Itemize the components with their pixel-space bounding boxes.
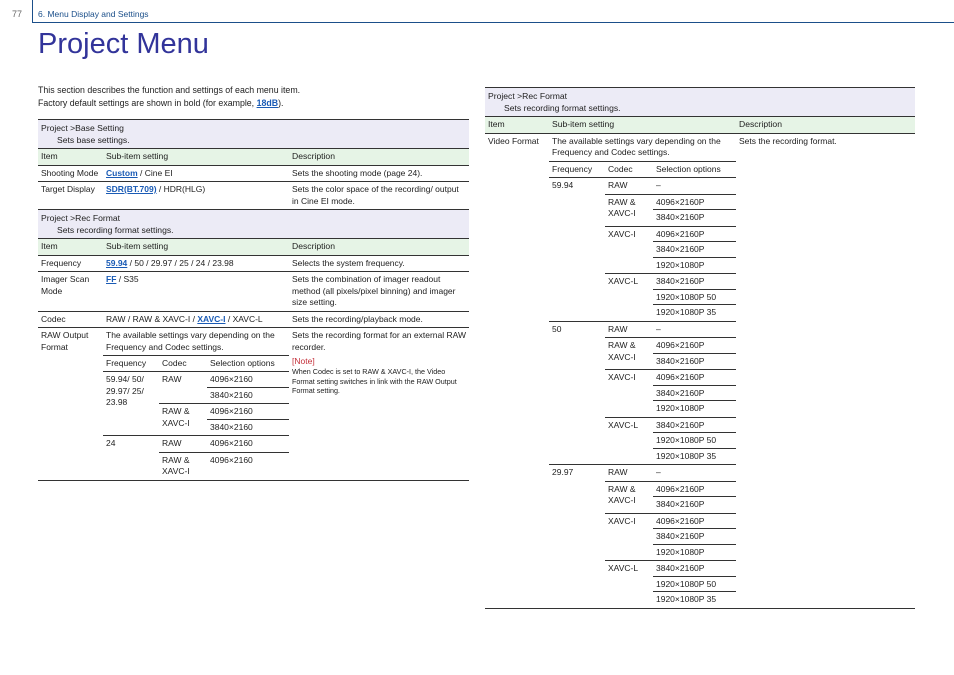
table-row-raw-output-format: RAW Output Format The available settings vary depending on the Frequency and Codec settings. Frequency Codec Selection options 59.94/ 50/ 29.97/ 25/ 23.98 RAW 4096×2160 3840×2160 RAW & XAVC-I 4096×2160 3840×2160 24 RAW 4096×2160 RAW & XAVC-I 4096×2160 Sets the recording format for an external RAW recorder. [Note] When Codec is set to RAW & XAVC-I, the Video Format setting switches in link with the RAW Output Format setting. (38, 328, 469, 480)
table-row-target-display: Target Display SDR(BT.709) / HDR(HLG) Sets the color space of the recording/ output in Cine EI mode. (38, 182, 469, 210)
codec-cell: RAW & XAVC-I (162, 406, 190, 428)
codec-group (605, 178, 736, 195)
codec-cell: RAW (162, 438, 182, 449)
frequency-cell: 59.94 (552, 180, 574, 191)
selection-option: 3840×2160P (653, 561, 736, 577)
video-format-frequency-group (549, 465, 736, 608)
selection-option: – (656, 323, 661, 334)
selection-option: 3840×2160 (210, 389, 253, 400)
codec-cell: RAW & XAVC-I (608, 483, 636, 506)
selection-option: 3840×2160 (210, 421, 253, 432)
selection-option: 3840×2160P (653, 529, 736, 545)
selection-option: 4096×2160P (653, 514, 736, 530)
selection-option: 1920×1080P 35 (656, 307, 717, 318)
codec-cell: XAVC-L (608, 419, 639, 430)
intro-line-1: This section describes the function and settings of each menu item. (38, 85, 301, 95)
selection-option: 3840×2160P (653, 386, 736, 402)
link-59-94[interactable]: 59.94 (106, 257, 128, 268)
table-header: Item Sub-item setting Description (38, 149, 469, 166)
selection-option: 4096×2160P (653, 370, 736, 386)
codec-cell: RAW (608, 180, 628, 191)
left-settings-table (38, 119, 469, 481)
note-text: When Codec is set to RAW & XAVC-I, the Video Format setting switches in link with the RAW Output Format setting. (292, 367, 457, 396)
selection-option: 4096×2160 (210, 438, 253, 449)
table-row-imager-scan-mode: Imager Scan Mode FF / S35 Sets the combination of imager readout method (all pixels/pixel binning) and imager size setting. (38, 272, 469, 311)
rec-format-section-header-right: Project >Rec Format Sets recording format settings. (485, 88, 915, 117)
right-settings-table (485, 87, 915, 609)
codec-group (605, 195, 736, 227)
table-row-shooting-mode: Shooting Mode Custom / Cine EI Sets the shooting mode (page 24). (38, 166, 469, 182)
selection-option: 1920×1080P (656, 259, 705, 270)
codec-group (605, 514, 736, 562)
link-sdr[interactable]: SDR(BT.709) (106, 184, 157, 195)
codec-cell: RAW & XAVC-I (162, 454, 190, 477)
raw-output-subtable: Frequency Codec Selection options 59.94/ 50/ 29.97/ 25/ 23.98 RAW 4096×2160 3840×2160 RAW & XAVC-I 4096×2160 3840×2160 24 RAW 4096×2160 RAW & XAVC-I 4096×2160 (103, 355, 289, 480)
base-setting-section-header: Project >Base Setting Sets base settings. (38, 120, 469, 149)
raw-output-frequency-group (103, 372, 289, 436)
codec-cell: RAW & XAVC-I (608, 340, 636, 362)
selection-option: 1920×1080P (656, 403, 705, 414)
codec-cell: XAVC-L (608, 563, 639, 574)
codec-group (605, 274, 736, 321)
frequency-cell: 50 (552, 323, 562, 334)
codec-cell: XAVC-I (608, 515, 636, 526)
chapter-title: 6. Menu Display and Settings (38, 9, 149, 19)
frequency-cell: 29.97 (552, 467, 574, 478)
selection-option: – (656, 180, 661, 191)
selection-option: 1920×1080P 35 (656, 594, 717, 605)
header-divider (32, 0, 33, 22)
selection-option: 4096×2160P (653, 195, 736, 211)
selection-option: 3840×2160P (653, 274, 736, 290)
selection-option: 3840×2160P (656, 355, 705, 366)
page-title: Project Menu (38, 28, 209, 60)
table-row-codec: Codec RAW / RAW & XAVC-I / XAVC-I / XAVC-L Sets the recording/playback mode. (38, 312, 469, 328)
selection-option: 1920×1080P 50 (653, 433, 736, 449)
selection-option: 3840×2160P (656, 499, 705, 510)
codec-group (605, 465, 736, 482)
link-ff[interactable]: FF (106, 274, 117, 285)
raw-output-frequency-group (103, 436, 289, 479)
selection-option: 3840×2160P (653, 242, 736, 258)
header-rule (32, 22, 954, 23)
selection-option: 3840×2160P (653, 418, 736, 434)
codec-cell: RAW & XAVC-I (608, 196, 636, 219)
frequency-cell: 59.94/ 50/ 29.97/ 25/ 23.98 (106, 374, 144, 408)
selection-option: – (656, 467, 661, 478)
codec-group (605, 338, 736, 370)
codec-group (605, 370, 736, 418)
selection-option: 4096×2160P (653, 338, 736, 354)
codec-group (605, 561, 736, 608)
page-number: 77 (12, 9, 23, 19)
link-xavc-i[interactable]: XAVC-I (197, 313, 226, 324)
frequency-cell: 24 (106, 438, 116, 449)
codec-cell: XAVC-I (608, 228, 636, 239)
selection-option: 4096×2160P (653, 482, 736, 498)
codec-cell: RAW (162, 374, 182, 385)
table-row-frequency: Frequency 59.94 / 50 / 29.97 / 25 / 24 / 23.98 Selects the system frequency. (38, 256, 469, 272)
selection-option: 1920×1080P 35 (656, 450, 717, 461)
video-format-subtable: Frequency Codec Selection options 59.94 RAW – RAW & XAVC-I 4096×2160P 3840×2160P XAVC-I 4096×2160P 3840×2160P 1920×1080P XAVC-L 3840×2160P 1920×1080P 50 1920×1080P 35 50 RAW – RAW & XAVC-I 4096×2160P 3840×2160P XAVC-I 4096×2160P 3840×2160P 1920×1080P XAVC-L 3840×2160P 1920×1080P 50 1920×1080P 35 29.97 RAW – RAW & XAVC-I 4096×2160P 3840×2160P XAVC-I 4096×2160P 3840×2160P 1920×1080P XAVC-L 3840×2160P 1920×1080P 50 1920×1080P 35 (549, 161, 736, 608)
codec-group (605, 482, 736, 514)
table-header: Item Sub-item setting Description (38, 239, 469, 256)
selection-option: 4096×2160P (653, 227, 736, 243)
codec-group (605, 227, 736, 275)
video-format-frequency-group (549, 178, 736, 322)
example-link[interactable]: 18dB (256, 98, 279, 109)
intro-text (38, 84, 468, 110)
codec-group (159, 453, 289, 480)
intro-line-2: Factory default settings are shown in bold (for example, 18dB). (38, 98, 284, 109)
selection-option: 4096×2160 (207, 404, 289, 420)
table-header-right: Item Sub-item setting Description (485, 117, 915, 134)
rec-format-section-header: Project >Rec Format Sets recording format settings. (38, 210, 469, 239)
link-custom[interactable]: Custom (106, 167, 138, 178)
codec-group (159, 404, 289, 435)
codec-cell: RAW (608, 467, 628, 478)
codec-group (159, 372, 289, 404)
video-format-frequency-group (549, 322, 736, 466)
table-row-video-format: Video Format The available settings vary depending on the Frequency and Codec settings. Frequency Codec Selection options 59.94 RAW – RAW & XAVC-I 4096×2160P 3840×2160P XAVC-I 4096×2160P 3840×2160P 1920×1080P XAVC-L 3840×2160P 1920×1080P 50 1920×1080P 35 50 RAW – RAW & XAVC-I 4096×2160P 3840×2160P XAVC-I 4096×2160P 3840×2160P 1920×1080P XAVC-L 3840×2160P 1920×1080P 50 1920×1080P 35 29.97 RAW – RAW & XAVC-I 4096×2160P 3840×2160P XAVC-I 4096×2160P 3840×2160P 1920×1080P XAVC-L 3840×2160P 1920×1080P 50 1920×1080P 35 Sets the recording format. (485, 134, 915, 608)
selection-option: 1920×1080P (656, 546, 705, 557)
selection-option: 4096×2160 (207, 372, 289, 388)
codec-group (605, 418, 736, 465)
codec-cell: RAW (608, 323, 628, 334)
codec-cell: XAVC-I (608, 372, 636, 383)
selection-option: 1920×1080P 50 (653, 290, 736, 306)
codec-group (605, 322, 736, 339)
selection-option: 1920×1080P 50 (653, 577, 736, 593)
note-label: [Note] (292, 356, 315, 366)
selection-option: 3840×2160P (656, 212, 705, 223)
codec-cell: XAVC-L (608, 276, 639, 287)
codec-group (159, 436, 289, 453)
selection-option: 4096×2160 (210, 454, 253, 465)
